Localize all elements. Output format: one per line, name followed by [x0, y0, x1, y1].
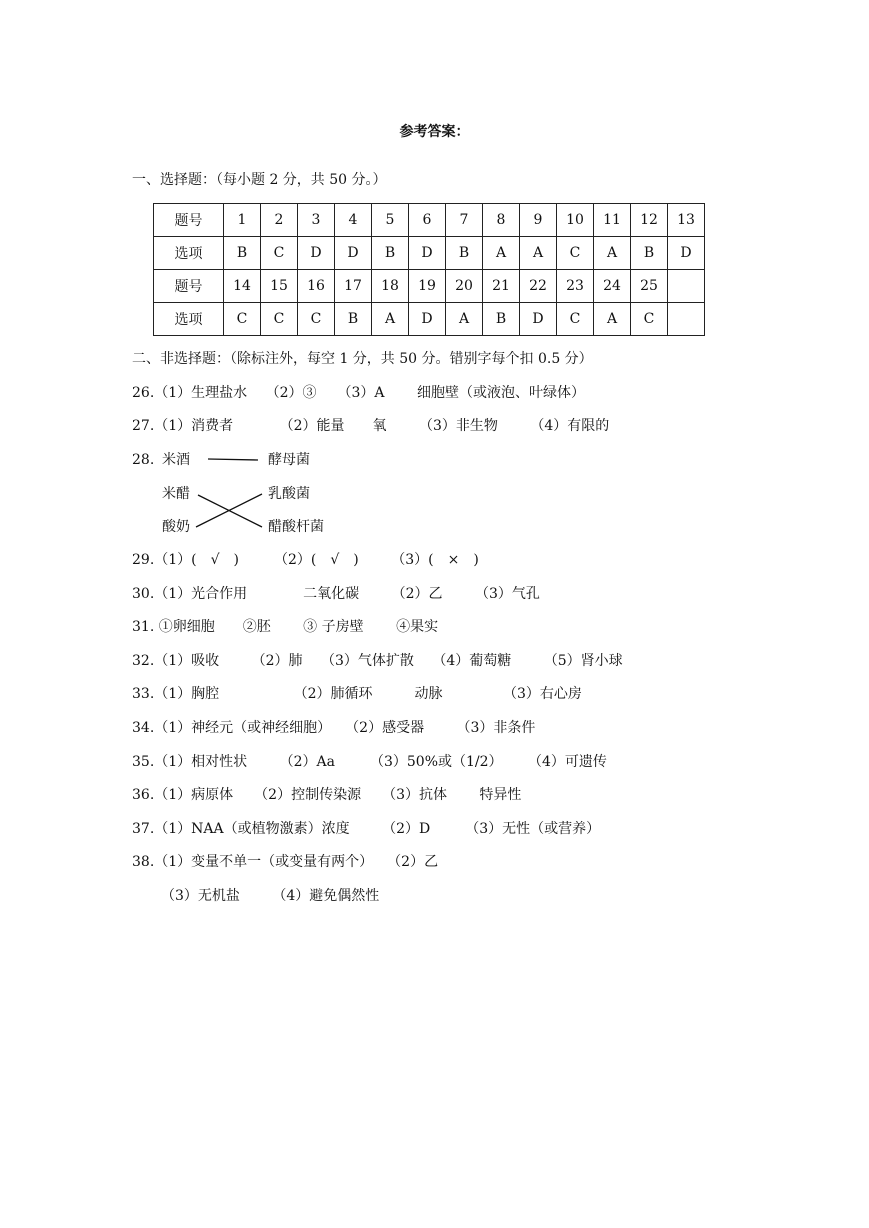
answer-38-part2: （3）无机盐 （4）避免偶然性: [161, 888, 380, 904]
answer-37: 37.（1）NAA（或植物激素）浓度 （2）D （3）无性（或营养）: [132, 821, 601, 837]
answer-26: 26.（1）生理盐水 （2）③ （3）A 细胞壁（或液泡、叶绿体）: [132, 385, 585, 401]
section2-heading: 二、非选择题：（除标注外，每空 1 分，共 50 分。错别字每个扣 0.5 分）: [132, 351, 593, 367]
table-cell: 选项: [154, 237, 224, 270]
table-cell: 14: [224, 270, 261, 303]
table-cell: 5: [372, 204, 409, 237]
table-cell: 9: [520, 204, 557, 237]
table-cell: 18: [372, 270, 409, 303]
table-cell: 题号: [154, 270, 224, 303]
answer-34: 34.（1）神经元（或神经细胞） （2）感受器 （3）非条件: [132, 720, 536, 736]
table-cell: D: [298, 237, 335, 270]
match-left-item: 酸奶: [162, 519, 190, 535]
table-cell: 25: [631, 270, 668, 303]
table-cell: 13: [668, 204, 705, 237]
table-cell: 1: [224, 204, 261, 237]
table-cell: 24: [594, 270, 631, 303]
answer-28-number: 28.: [132, 452, 155, 468]
table-cell: D: [335, 237, 372, 270]
table-cell: 8: [483, 204, 520, 237]
table-cell: 4: [335, 204, 372, 237]
table-cell: A: [446, 303, 483, 336]
table-cell: 3: [298, 204, 335, 237]
answer-35: 35.（1）相对性状 （2）Aa （3）50%或（1/2） （4）可遗传: [132, 754, 607, 770]
table-cell: 11: [594, 204, 631, 237]
table-cell: C: [298, 303, 335, 336]
table-cell: 7: [446, 204, 483, 237]
table-cell: D: [409, 237, 446, 270]
table-cell: A: [520, 237, 557, 270]
table-cell: 22: [520, 270, 557, 303]
table-cell: B: [446, 237, 483, 270]
match-right-item: 酵母菌: [268, 452, 310, 468]
table-cell: A: [594, 237, 631, 270]
table-cell: D: [520, 303, 557, 336]
answer-30: 30.（1）光合作用 二氧化碳 （2）乙 （3）气孔: [132, 586, 540, 602]
table-cell: A: [372, 303, 409, 336]
table-cell: C: [631, 303, 668, 336]
answer-36: 36.（1）病原体 （2）控制传染源 （3）抗体 特异性: [132, 787, 522, 803]
answer-29: 29.（1）( √ ) （2）( √ ) （3）( × ): [132, 552, 479, 568]
table-cell: 20: [446, 270, 483, 303]
table-cell: 15: [261, 270, 298, 303]
answer-31: 31. ①卵细胞 ②胚 ③ 子房壁 ④果实: [132, 619, 439, 635]
table-cell: B: [335, 303, 372, 336]
table-cell: 23: [557, 270, 594, 303]
table-cell: B: [631, 237, 668, 270]
table-cell: 19: [409, 270, 446, 303]
answer-27: 27.（1）消费者 （2）能量 氧 （3）非生物 （4）有限的: [132, 418, 610, 434]
table-cell: 6: [409, 204, 446, 237]
answer-32: 32.（1）吸收 （2）肺 （3）气体扩散 （4）葡萄糖 （5）肾小球: [132, 653, 623, 669]
table-cell: C: [224, 303, 261, 336]
table-cell: B: [224, 237, 261, 270]
table-cell: B: [483, 303, 520, 336]
match-line: [198, 495, 262, 527]
answer-33: 33.（1）胸腔 （2）肺循环 动脉 （3）右心房: [132, 686, 582, 702]
answer-38-part1: 38.（1）变量不单一（或变量有两个） （2）乙: [132, 854, 439, 870]
table-cell: B: [372, 237, 409, 270]
table-cell: 12: [631, 204, 668, 237]
match-right-item: 醋酸杆菌: [268, 519, 324, 535]
table-cell: A: [483, 237, 520, 270]
table-cell: 17: [335, 270, 372, 303]
table-cell: C: [557, 303, 594, 336]
table-cell: 2: [261, 204, 298, 237]
table-cell: 10: [557, 204, 594, 237]
match-left-item: 米酒: [162, 452, 190, 468]
table-cell: C: [557, 237, 594, 270]
section1-heading: 一、选择题：（每小题 2 分，共 50 分。）: [132, 172, 387, 188]
table-cell: C: [261, 237, 298, 270]
table-cell: D: [409, 303, 446, 336]
table-cell: D: [668, 237, 705, 270]
table-cell: 21: [483, 270, 520, 303]
table-cell: 选项: [154, 303, 224, 336]
match-line: [208, 459, 258, 460]
table-cell: A: [594, 303, 631, 336]
match-left-item: 米醋: [162, 486, 190, 502]
table-cell: 16: [298, 270, 335, 303]
table-cell: 题号: [154, 204, 224, 237]
page-title: 参考答案：: [399, 124, 470, 140]
match-right-item: 乳酸菌: [268, 486, 310, 502]
table-cell: C: [261, 303, 298, 336]
